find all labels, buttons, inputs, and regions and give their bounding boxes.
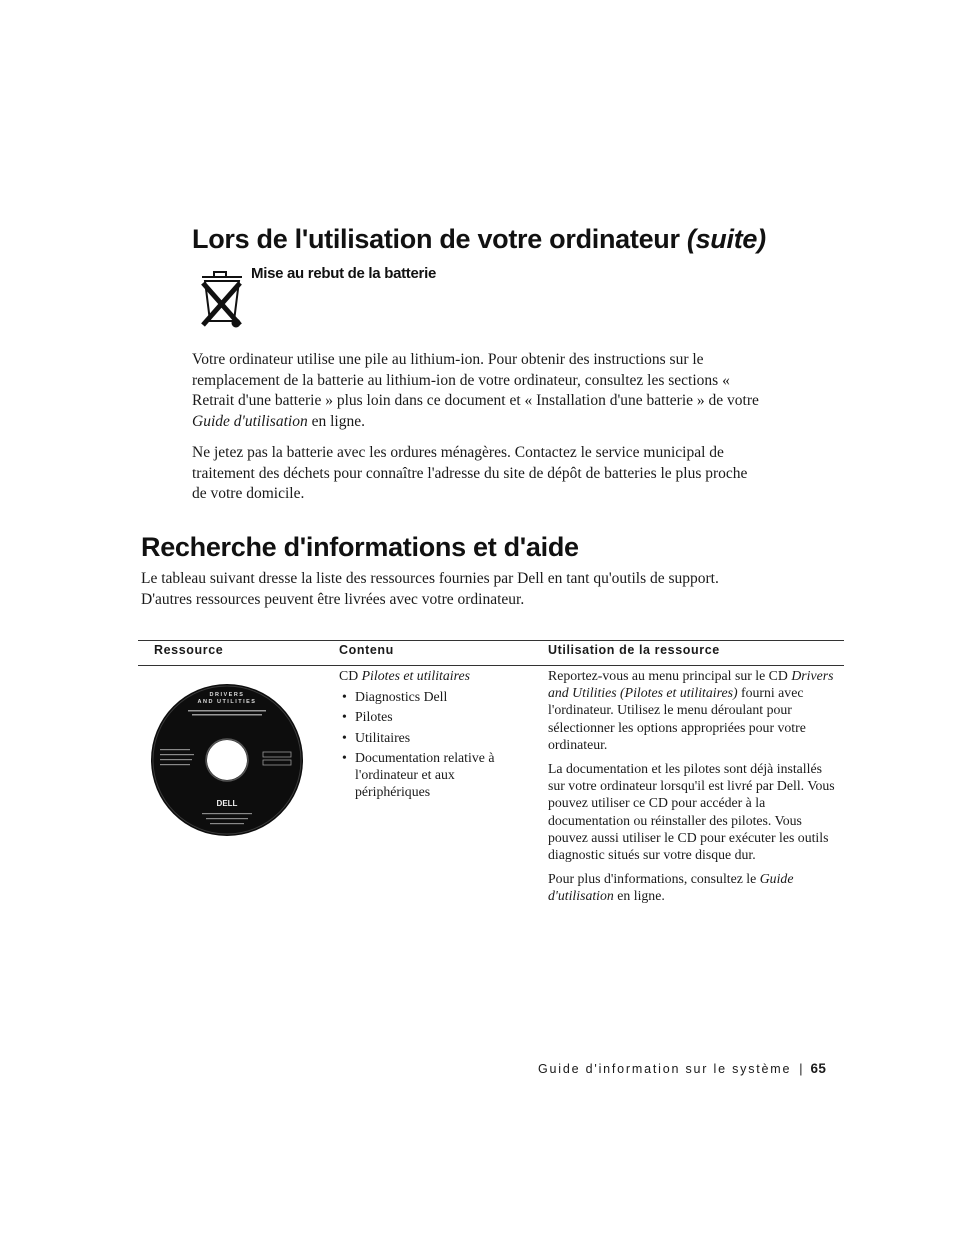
subheading-battery-disposal: Mise au rebut de la batterie (251, 265, 436, 282)
italic-cd-name: Pilotes et utilitaires (361, 668, 470, 683)
text-run: fourni avec l'ordinateur. Utilisez le menu déroulant pour sélectionner les options appropriées pour votre ordinateur. (548, 685, 806, 752)
list-item: • Diagnostics Dell (355, 688, 529, 705)
table-header-utilisation: Utilisation de la ressource (548, 643, 720, 657)
table-cell-contenu (339, 667, 529, 803)
paragraph-battery-replacement (192, 350, 762, 432)
section-title-suffix: (suite) (686, 224, 766, 254)
list-item: • Pilotes (355, 708, 529, 725)
cd-brand-logo: DELL (216, 799, 238, 808)
italic-guide-title: Guide d'utilisation (192, 412, 308, 430)
footer-separator: | (799, 1062, 803, 1076)
text-run: en ligne. (307, 412, 365, 430)
utilisation-paragraph-3 (548, 870, 840, 904)
cd-title (339, 667, 529, 684)
page-number: 65 (810, 1061, 827, 1076)
italic-guide-title: Guide d'utilisation (548, 871, 794, 904)
italic-cd-name: Drivers and Utilities (Pilotes et utilitaires) (548, 668, 834, 701)
utilisation-paragraph-1 (548, 667, 840, 753)
section-title-main: Lors de l'utilisation de votre ordinateur (192, 224, 687, 254)
text-run: Pour plus d'informations, consultez le (548, 871, 760, 887)
list-item: • Documentation relative à l'ordinateur et aux périphériques (355, 749, 529, 801)
paragraph-battery-disposal: Ne jetez pas la batterie avec les ordures ménagères. Contactez le service municipal de traitement des déchets pour connaître l'adresse du site de dépôt de batteries le plus proche de votre domicile. (192, 444, 748, 502)
crossed-out-wheeled-bin-icon (196, 267, 248, 331)
contenu-list (339, 688, 529, 800)
table-header-ressource: Ressource (154, 643, 224, 657)
section-title-recherche: Recherche d'informations et d'aide (141, 532, 579, 562)
text-run: CD (339, 668, 362, 683)
table-header-rule (138, 665, 844, 666)
text-run: en ligne. (613, 888, 665, 904)
utilisation-paragraph-2: La documentation et les pilotes sont déjà installés sur votre ordinateur lorsqu'il est livré par Dell. Vous pouvez utiliser ce CD pour accéder à la documentation ou réinstaller des pilotes. Vous pouvez aussi utiliser le CD pour exécuter les outils diagnostic situés sur votre disque dur. (548, 761, 835, 863)
cd-disc-icon (150, 683, 304, 837)
cd-label-line1: DRIVERS (209, 692, 245, 698)
table-header-contenu: Contenu (339, 643, 394, 657)
table-cell-utilisation (548, 667, 840, 912)
cd-label-line2: AND UTILITIES (197, 699, 257, 705)
table-top-rule (138, 640, 844, 641)
footer-guide-title: Guide d'information sur le système (538, 1062, 792, 1076)
page-footer (538, 1061, 826, 1076)
section-title-utilisation (192, 222, 766, 256)
text-run: Reportez-vous au menu principal sur le CD (548, 668, 792, 683)
list-item: • Utilitaires (355, 729, 529, 746)
paragraph-intro: Le tableau suivant dresse la liste des ressources fournies par Dell en tant qu'outils de support. D'autres ressources peuvent être livrées avec votre ordinateur. (141, 570, 719, 608)
text-run: Votre ordinateur utilise une pile au lithium-ion. Pour obtenir des instructions sur le remplacement de la batterie au lithium-ion de votre ordinateur, consultez les sections « Retrait d'une batterie » plus loin dans ce document et « Installation d'une batterie » de votre (192, 351, 759, 409)
